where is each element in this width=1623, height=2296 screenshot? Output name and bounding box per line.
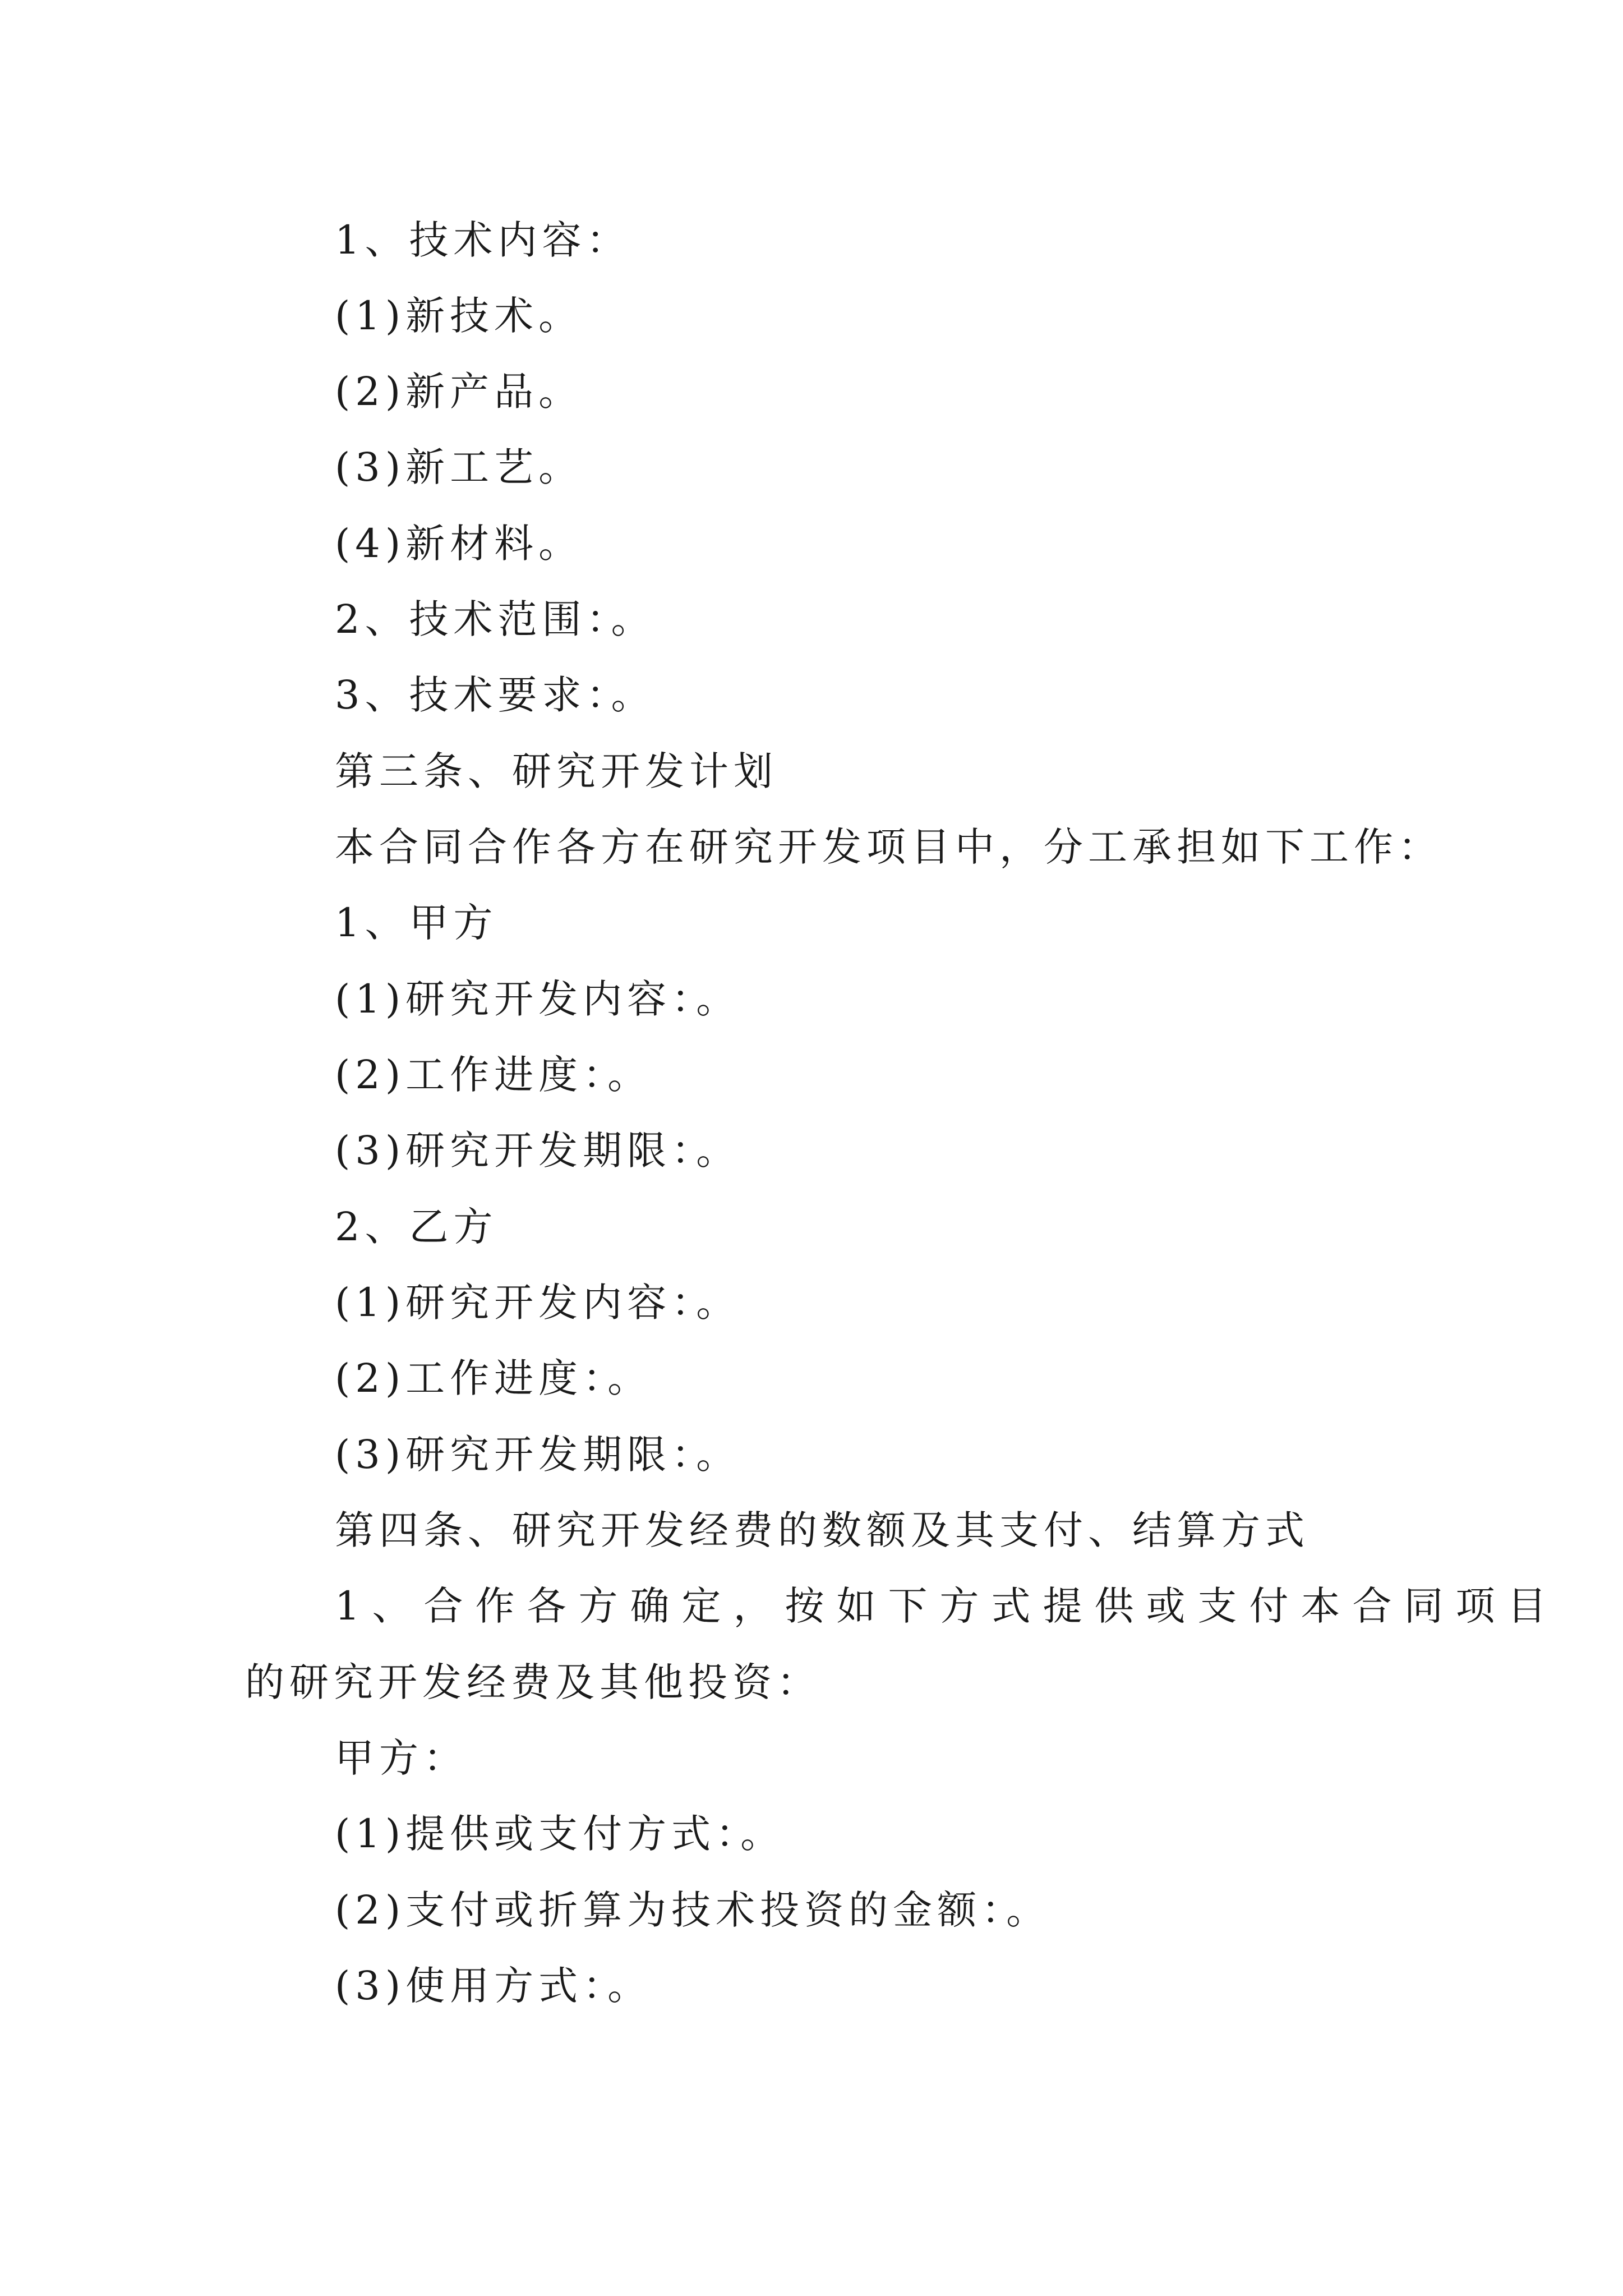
paragraph-division-of-work: 本合同合作各方在研究开发项目中，分工承担如下工作： [335, 824, 1442, 870]
party-a-research-content: (1)研究开发内容：。 [335, 976, 741, 1022]
funding-usage-method: (3)使用方式：。 [335, 1963, 652, 2009]
party-b-research-period: (3)研究开发期限：。 [335, 1432, 741, 1478]
funding-paragraph-line-1: 1、合作各方确定，按如下方式提供或支付本合同项目 [335, 1583, 1559, 1629]
party-b-research-content: (1)研究开发内容：。 [335, 1280, 741, 1326]
funding-paragraph-line-2: 的研究开发经费及其他投资： [245, 1659, 821, 1705]
party-a-work-progress: (2)工作进度：。 [335, 1052, 652, 1098]
party-a-research-period: (3)研究开发期限：。 [335, 1128, 741, 1174]
party-b-work-progress: (2)工作进度：。 [335, 1355, 652, 1401]
list-item-new-product: (2)新产品。 [335, 369, 583, 415]
section-technical-content: 1、技术内容： [335, 217, 631, 263]
list-item-new-technology: (1)新技术。 [335, 293, 583, 339]
funding-party-a-heading: 甲方： [335, 1735, 468, 1781]
section-technical-scope: 2、技术范围：。 [335, 596, 656, 642]
funding-investment-amount: (2)支付或折算为技术投资的金额：。 [335, 1887, 1051, 1933]
party-b-heading: 2、乙方 [335, 1204, 498, 1250]
article-four-heading: 第四条、研究开发经费的数额及其支付、结算方式 [335, 1507, 1310, 1553]
section-technical-requirements: 3、技术要求：。 [335, 672, 656, 718]
list-item-new-process: (3)新工艺。 [335, 444, 583, 490]
list-item-new-material: (4)新材料。 [335, 521, 583, 567]
article-three-heading: 第三条、研究开发计划 [335, 748, 778, 794]
funding-provision-method: (1)提供或支付方式：。 [335, 1811, 785, 1857]
party-a-heading: 1、甲方 [335, 900, 498, 946]
